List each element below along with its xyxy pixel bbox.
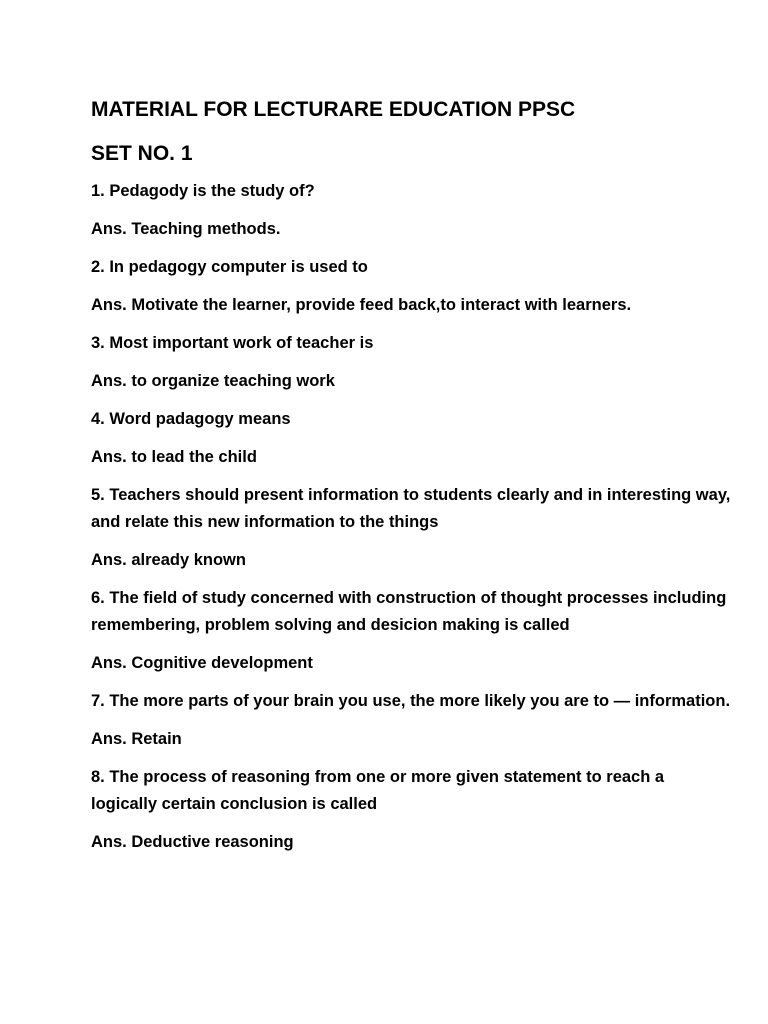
- qa-item-8: [91, 764, 731, 856]
- question-text: 4. Word padagogy means: [91, 410, 291, 428]
- question-text: 1. Pedagody is the study of?: [91, 182, 315, 200]
- answer-text: Ans. to organize teaching work: [91, 372, 335, 390]
- answer-text: Ans. already known: [91, 551, 246, 569]
- answer-text: Ans. to lead the child: [91, 448, 257, 466]
- qa-item-1: [91, 178, 731, 243]
- qa-item-3: [91, 330, 731, 395]
- question-text: 3. Most important work of teacher is: [91, 334, 374, 352]
- answer-text: Ans. Retain: [91, 730, 182, 748]
- question-text: 8. The process of reasoning from one or more given statement to reach a logically certain conclusion is called: [91, 768, 665, 813]
- answer-text: Ans. Teaching methods.: [91, 220, 281, 238]
- set-number: SET NO. 1: [91, 142, 193, 165]
- answer-text: Ans. Deductive reasoning: [91, 833, 294, 851]
- question-text: 7. The more parts of your brain you use, the more likely you are to — information.: [91, 692, 731, 710]
- question-text: 2. In pedagogy computer is used to: [91, 258, 368, 276]
- answer-text: Ans. Cognitive development: [91, 654, 313, 672]
- question-text: 6. The field of study concerned with construction of thought processes including remembering, problem solving and desicion making is called: [91, 589, 727, 634]
- question-list: [91, 178, 731, 856]
- answer-text: Ans. Motivate the learner, provide feed back,to interact with learners.: [91, 296, 632, 314]
- question-text: 5. Teachers should present information to students clearly and in interesting way, and relate this new information to the things: [91, 486, 731, 531]
- qa-item-5: [91, 482, 731, 574]
- qa-item-6: [91, 585, 731, 677]
- document-title: MATERIAL FOR LECTURARE EDUCATION PPSC: [91, 98, 576, 121]
- document-content: [91, 96, 731, 867]
- qa-item-7: [91, 688, 731, 753]
- qa-item-4: [91, 406, 731, 471]
- qa-item-2: [91, 254, 731, 319]
